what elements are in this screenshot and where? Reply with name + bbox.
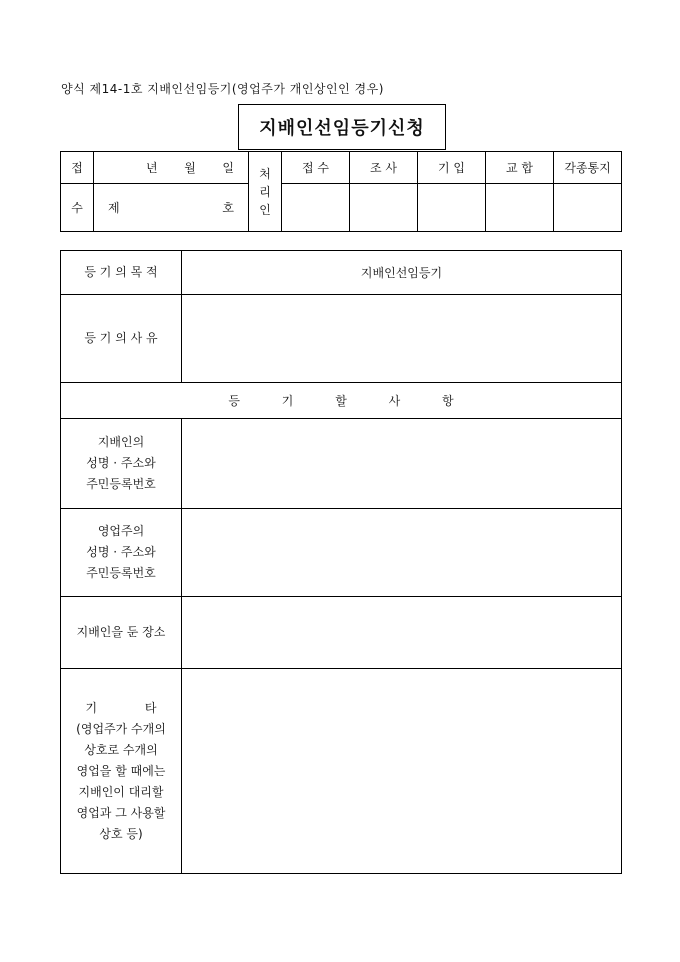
column-header-verification: 교 합	[486, 152, 554, 184]
reception-date-cell[interactable]	[94, 152, 249, 184]
column-header-reception: 접 수	[282, 152, 350, 184]
purpose-value[interactable]: 지배인선임등기	[182, 251, 622, 295]
cause-label: 등 기 의 사 유	[61, 295, 182, 383]
application-table	[60, 250, 622, 874]
entry-stamp-cell[interactable]	[418, 184, 486, 232]
reception-label-bottom: 수	[61, 184, 94, 232]
column-header-entry: 기 입	[418, 152, 486, 184]
cause-value[interactable]	[182, 295, 622, 383]
other-value[interactable]	[182, 669, 622, 874]
matters-header: 등 기 할 사 항	[61, 383, 622, 419]
manager-value[interactable]	[182, 419, 622, 509]
reception-number-cell[interactable]	[94, 184, 249, 232]
number-suffix: 호	[222, 201, 234, 215]
owner-label: 영업주의 성명 · 주소와 주민등록번호	[61, 509, 182, 597]
reception-stamp-cell[interactable]	[282, 184, 350, 232]
column-header-inspection: 조 사	[350, 152, 418, 184]
inspection-stamp-cell[interactable]	[350, 184, 418, 232]
owner-value[interactable]	[182, 509, 622, 597]
form-number: 양식 제14-1호 지배인선임등기(영업주가 개인상인인 경우)	[61, 82, 384, 96]
form-title: 지배인선임등기신청	[238, 104, 446, 150]
processing-label: 처 리 인	[249, 152, 282, 232]
verification-stamp-cell[interactable]	[486, 184, 554, 232]
column-header-notices: 각종통지	[554, 152, 622, 184]
number-prefix: 제	[108, 201, 120, 215]
place-label: 지배인을 둔 장소	[61, 597, 182, 669]
year-label: 년	[146, 161, 158, 175]
day-label: 일	[222, 161, 234, 175]
purpose-label: 등 기 의 목 적	[61, 251, 182, 295]
reception-label-top: 접	[61, 152, 94, 184]
reception-table	[60, 151, 622, 232]
place-value[interactable]	[182, 597, 622, 669]
other-label: 기 타 (영업주가 수개의 상호로 수개의 영업을 할 때에는 지배인이 대리할 영업과 그 사용할 상호 등)	[61, 669, 182, 874]
month-label: 월	[184, 161, 196, 175]
notices-stamp-cell[interactable]	[554, 184, 622, 232]
manager-label: 지배인의 성명 · 주소와 주민등록번호	[61, 419, 182, 509]
